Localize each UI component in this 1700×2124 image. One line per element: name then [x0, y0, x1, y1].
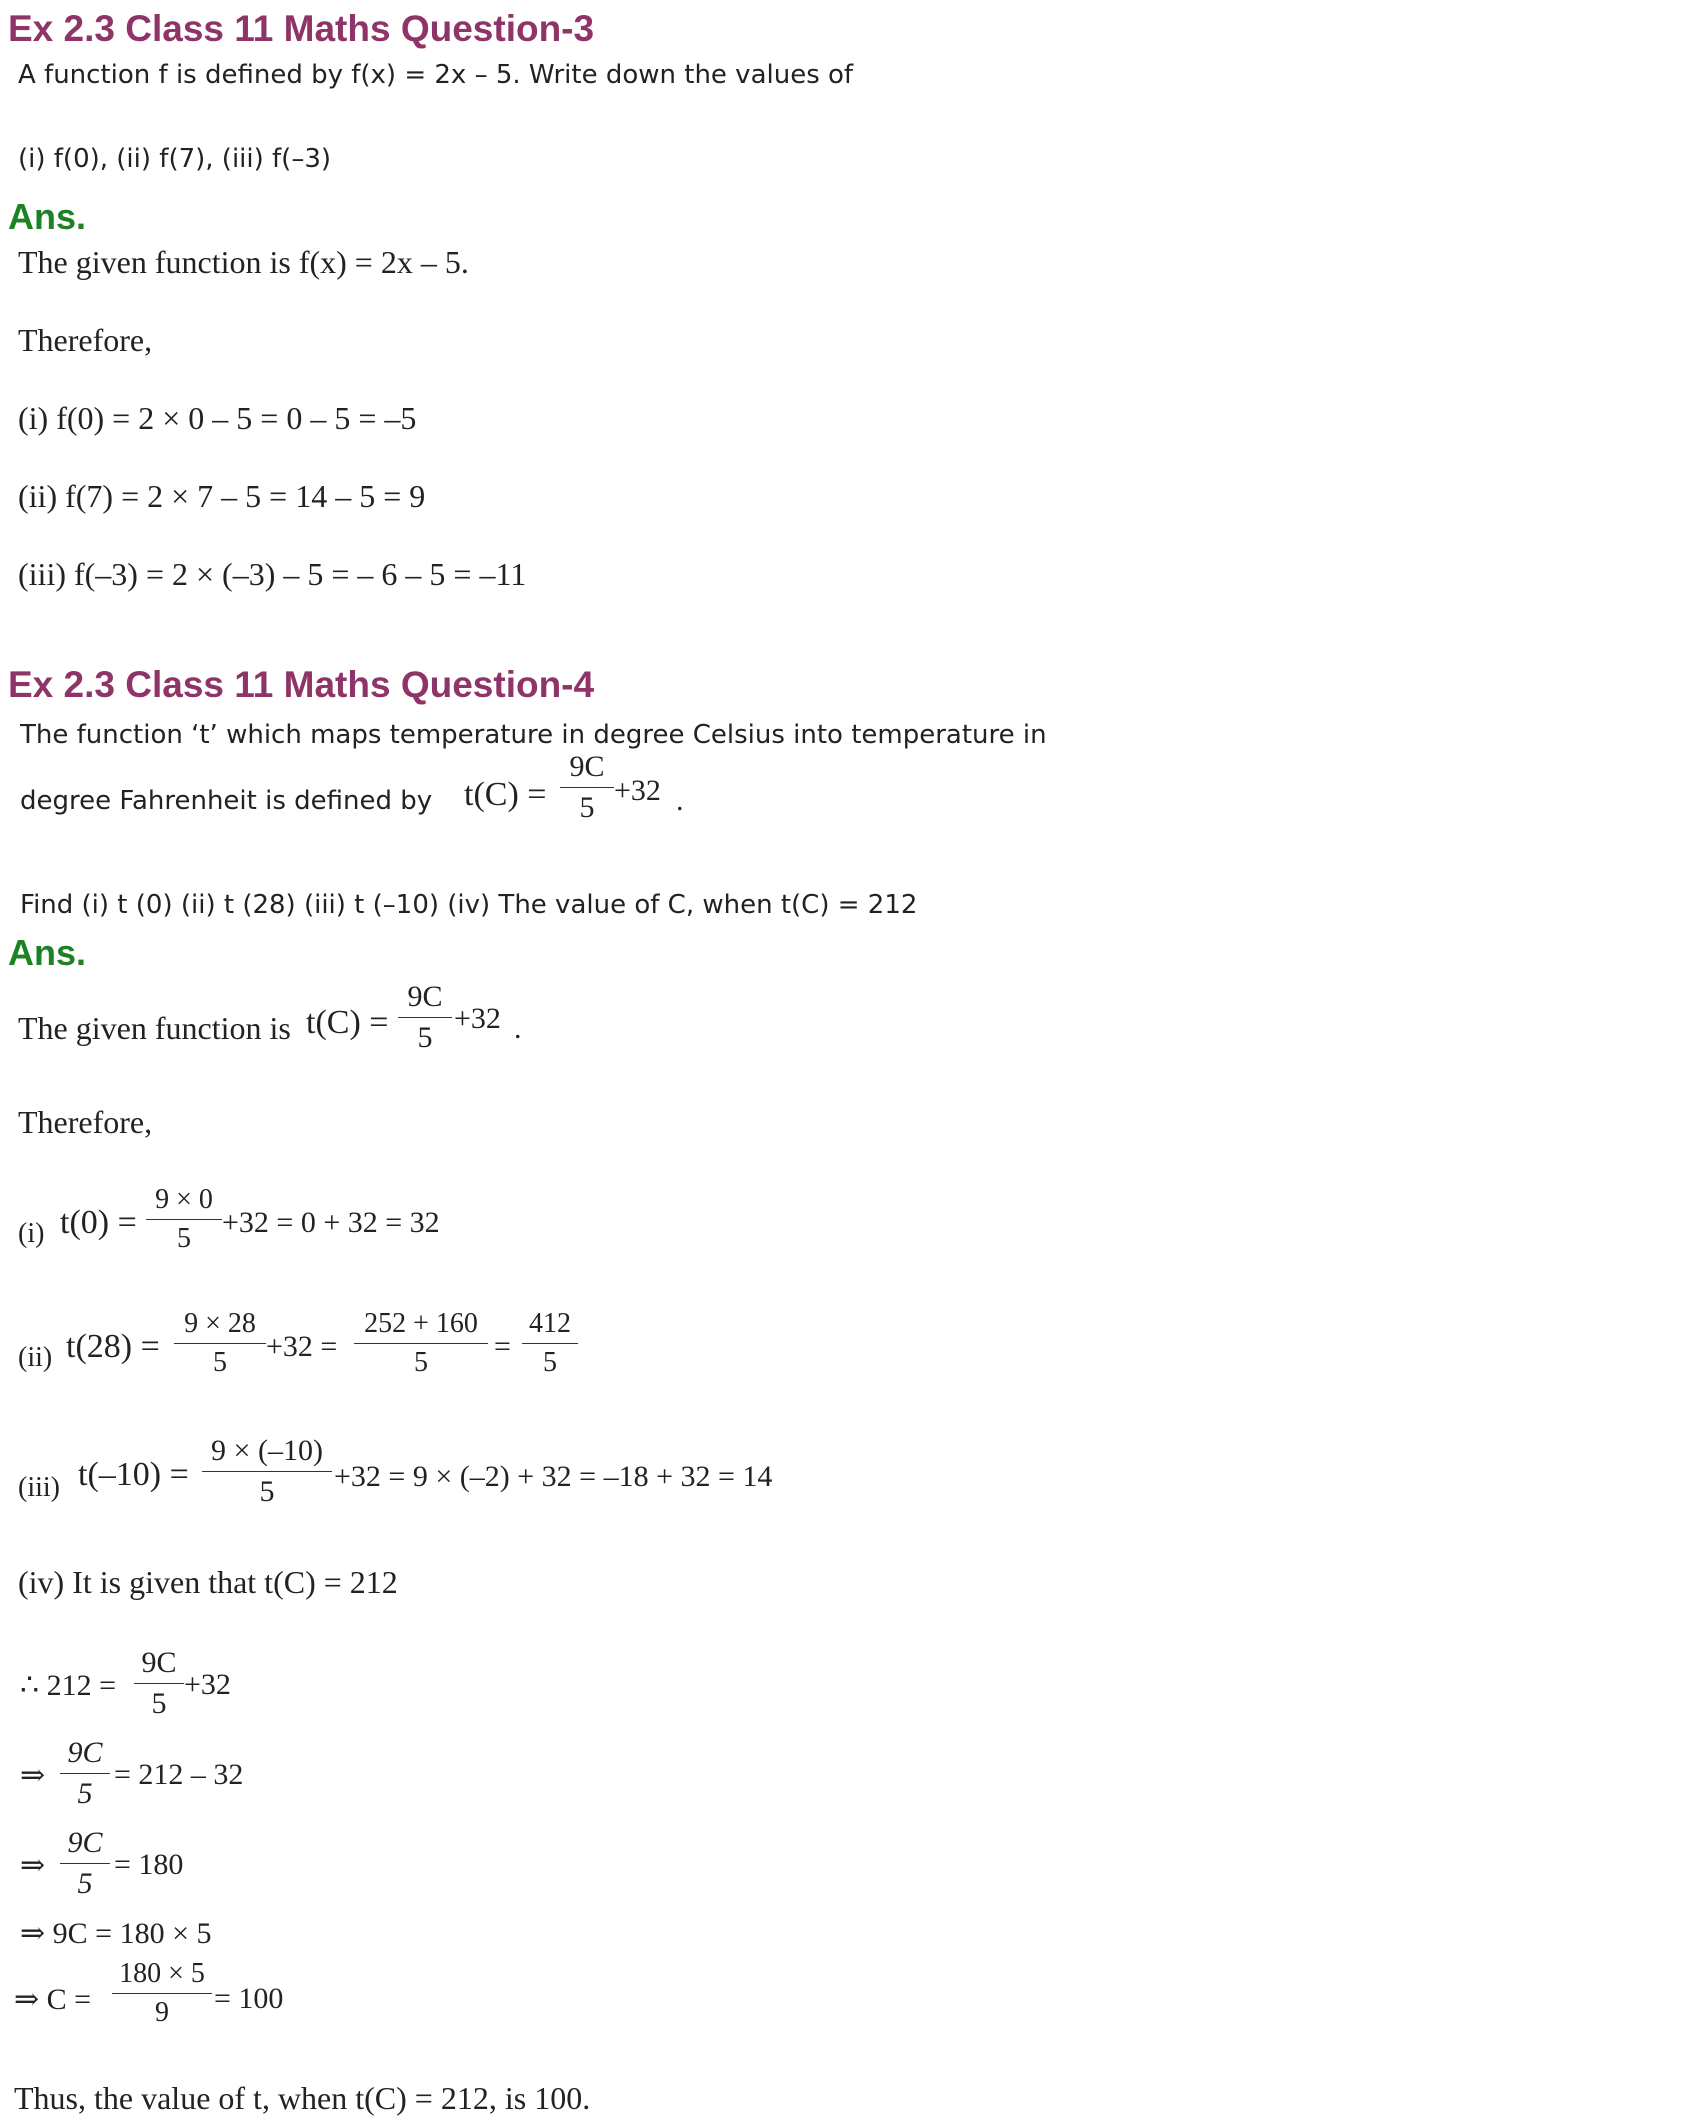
fraction-bar: [60, 1863, 110, 1864]
q4-s1-num: 9C: [141, 1646, 177, 1679]
q4-iii-lhs: t(–10) =: [78, 1456, 189, 1493]
q4-s2-lhs: ⇒: [20, 1759, 46, 1792]
q4-s2-den: 5: [77, 1777, 93, 1810]
q4-given-fraction: [398, 982, 452, 1053]
q4-given-lhs: t(C) =: [306, 1004, 389, 1041]
fraction-bar: [146, 1219, 222, 1220]
q4-s5-fraction: [112, 1960, 212, 2027]
q4-iii-den: 5: [259, 1475, 275, 1508]
q4-s3-fraction: [60, 1828, 110, 1899]
q4-s5-rhs: = 100: [214, 1982, 284, 2015]
q4-s1-rhs: +32: [184, 1668, 231, 1701]
q4-ii-fraction1: [174, 1310, 266, 1377]
fraction-bar: [60, 1773, 110, 1774]
q4-given-den: 5: [417, 1021, 433, 1054]
q4-def-end: .: [676, 784, 684, 817]
q4-heading: Ex 2.3 Class 11 Maths Question-4: [8, 664, 595, 705]
q4-s1-fraction: [134, 1648, 184, 1719]
q4-s3-den: 5: [77, 1867, 93, 1900]
q4-s5-lhs: ⇒ C =: [14, 1983, 92, 2016]
fraction-bar: [522, 1343, 578, 1344]
q4-s1-den: 5: [151, 1687, 167, 1720]
q3-ans-label: Ans.: [8, 196, 87, 237]
q3-question-line1: A function f is defined by f(x) = 2x – 5. Write down the values of: [18, 60, 854, 90]
q4-def-lhs: t(C) =: [464, 776, 547, 813]
q3-step-ii: (ii) f(7) = 2 × 7 – 5 = 14 – 5 = 9: [18, 478, 426, 514]
q4-ii-den1: 5: [213, 1347, 227, 1378]
q4-s1-lhs: ∴ 212 =: [20, 1669, 117, 1702]
q4-def-rhs: +32: [614, 774, 661, 807]
q4-iii-label: (iii): [18, 1472, 60, 1503]
q4-question-line2-prefix: degree Fahrenheit is defined by: [20, 786, 433, 816]
q4-i-label: (i): [18, 1218, 45, 1249]
q4-def-num: 9C: [569, 750, 605, 783]
fraction-bar: [174, 1343, 266, 1344]
q4-s5-num: 180 × 5: [119, 1958, 205, 1989]
q4-given-num: 9C: [407, 980, 443, 1013]
q4-ii-den3: 5: [543, 1347, 557, 1378]
q3-step-i: (i) f(0) = 2 × 0 – 5 = 0 – 5 = –5: [18, 400, 417, 436]
q4-i-fraction: [146, 1186, 222, 1253]
q4-s3-num: 9C: [67, 1826, 103, 1859]
q4-ans-label: Ans.: [8, 932, 87, 973]
q4-question-line1: The function ‘t’ which maps temperature in degree Celsius into temperature in: [20, 720, 1047, 750]
fraction-bar: [134, 1683, 184, 1684]
q4-iv-given: (iv) It is given that t(C) = 212: [18, 1564, 398, 1600]
q4-ii-eq: =: [494, 1330, 511, 1363]
fraction-bar: [202, 1471, 332, 1472]
q4-ii-label: (ii): [18, 1342, 53, 1373]
q4-def-den: 5: [579, 791, 595, 824]
q3-therefore: Therefore,: [18, 322, 153, 358]
q4-s3-rhs: = 180: [114, 1848, 184, 1881]
q4-s2-fraction: [60, 1738, 110, 1809]
q3-given: The given function is f(x) = 2x – 5.: [18, 244, 469, 280]
q4-given-rhs: +32: [454, 1002, 501, 1035]
q4-iii-num: 9 × (–10): [211, 1434, 323, 1467]
q4-i-num: 9 × 0: [155, 1184, 213, 1215]
q4-i-den: 5: [177, 1223, 191, 1254]
q4-ii-fraction2: [354, 1310, 488, 1377]
q4-def-fraction: [560, 752, 614, 823]
q3-question-line2: (i) f(0), (ii) f(7), (iii) f(–3): [18, 144, 332, 174]
q4-therefore: Therefore,: [18, 1104, 153, 1140]
q4-ii-fraction3: [522, 1310, 578, 1377]
q4-iii-fraction: [202, 1436, 332, 1507]
q4-question-line3: Find (i) t (0) (ii) t (28) (iii) t (–10) (iv) The value of C, when t(C) = 212: [20, 890, 918, 920]
q4-s4: ⇒ 9C = 180 × 5: [20, 1917, 212, 1950]
q4-given-prefix: The given function is: [18, 1010, 291, 1046]
fraction-bar: [354, 1343, 488, 1344]
q4-s2-rhs: = 212 – 32: [114, 1758, 244, 1791]
q4-s3-lhs: ⇒: [20, 1849, 46, 1882]
fraction-bar: [112, 1993, 212, 1994]
q4-i-lhs: t(0) =: [60, 1204, 137, 1241]
q4-ii-num2: 252 + 160: [364, 1308, 478, 1339]
q4-ii-den2: 5: [414, 1347, 428, 1378]
q3-heading: Ex 2.3 Class 11 Maths Question-3: [8, 8, 595, 49]
q4-ii-num3: 412: [529, 1308, 571, 1339]
q4-given-end: .: [514, 1012, 522, 1045]
q4-s5-den: 9: [155, 1997, 169, 2028]
q4-ii-num1: 9 × 28: [184, 1308, 256, 1339]
q4-i-rhs: +32 = 0 + 32 = 32: [222, 1206, 440, 1239]
q4-ii-lhs: t(28) =: [66, 1328, 160, 1365]
q3-step-iii: (iii) f(–3) = 2 × (–3) – 5 = – 6 – 5 = –11: [18, 556, 527, 592]
q4-s2-num: 9C: [67, 1736, 103, 1769]
q4-iii-rhs: +32 = 9 × (–2) + 32 = –18 + 32 = 14: [334, 1460, 773, 1493]
fraction-bar: [398, 1017, 452, 1018]
fraction-bar: [560, 787, 614, 788]
q4-ii-mid: +32 =: [266, 1330, 338, 1363]
q4-conclusion: Thus, the value of t, when t(C) = 212, is 100.: [14, 2080, 591, 2116]
